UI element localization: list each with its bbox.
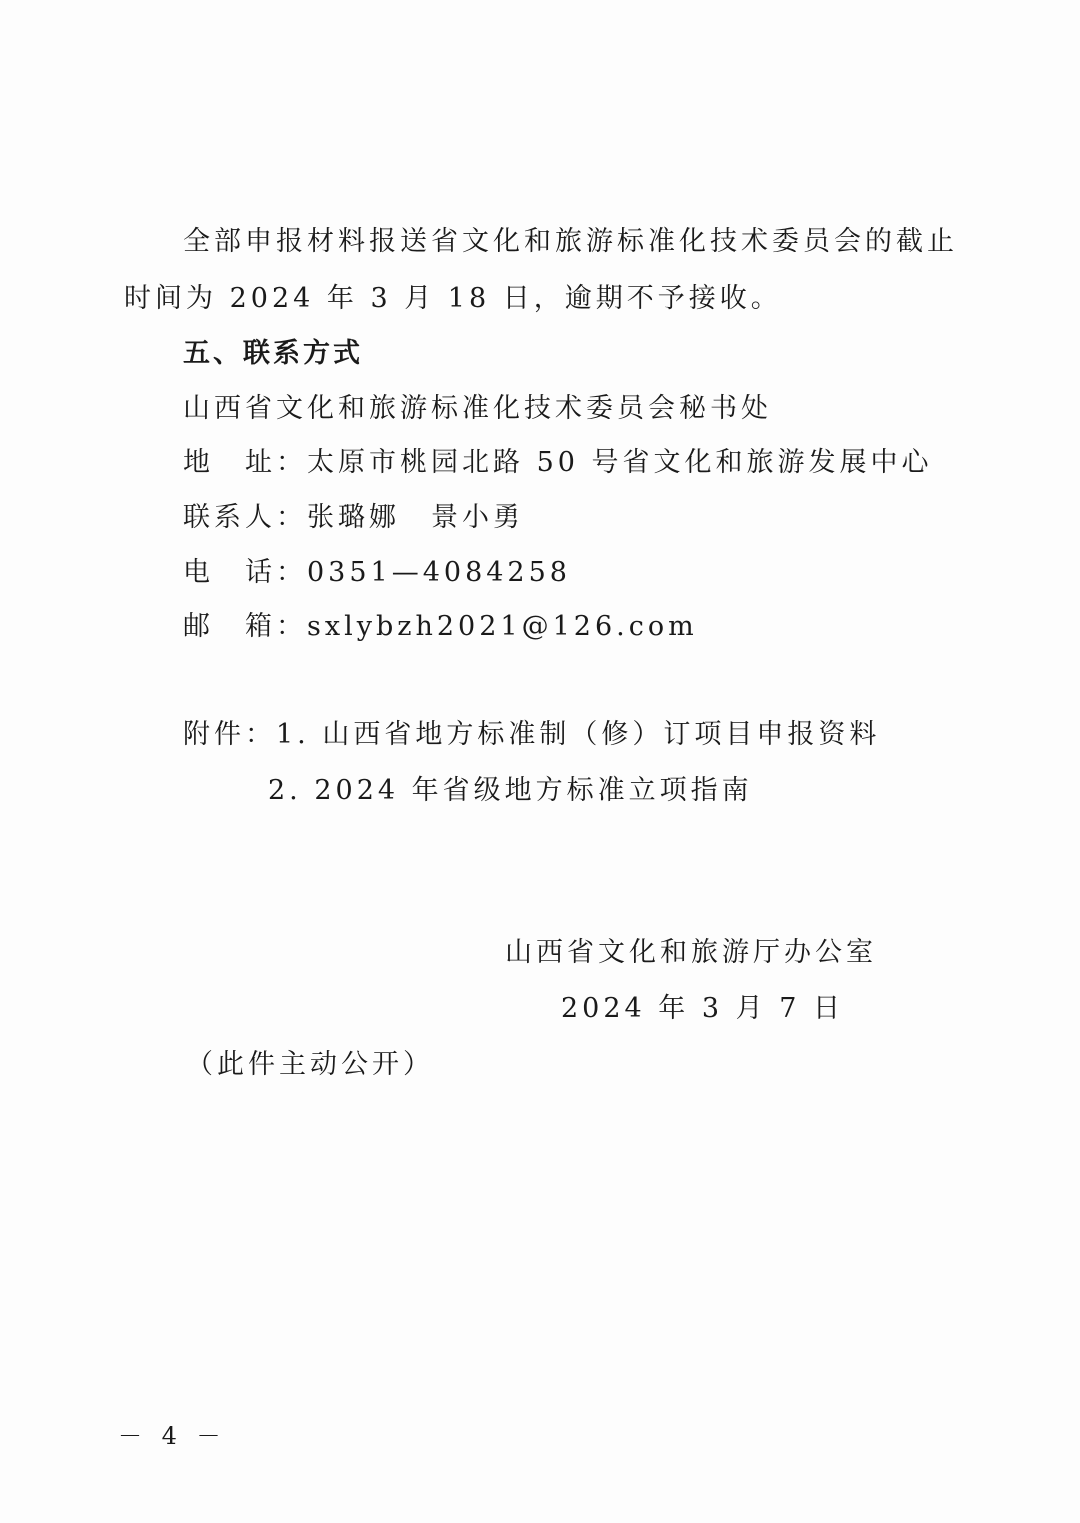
section-heading-contact: 五、联系方式 [183, 338, 363, 369]
phone-value: 0351—4084258 [307, 557, 571, 588]
address-value: 太原市桃园北路 50 号省文化和旅游发展中心 [307, 447, 933, 478]
disclosure-note: （此件主动公开） [186, 1049, 434, 1080]
issue-date: 2024 年 3 月 7 日 [561, 993, 844, 1024]
contact-person-row [183, 500, 524, 536]
attachment-item-2: 2. 2024 年省级地方标准立项指南 [268, 775, 753, 806]
email-value: sxlybzh2021@126.com [307, 611, 698, 642]
paragraph-line-2: 时间为 2024 年 3 月 18 日，逾期不予接收。 [124, 283, 782, 314]
address-label: 地 址： [183, 447, 307, 478]
page-number: － 4 － [118, 1422, 227, 1450]
phone-row [183, 555, 571, 591]
issuer-signature: 山西省文化和旅游厅办公室 [505, 937, 877, 968]
paragraph-line-1: 全部申报材料报送省文化和旅游标准化技术委员会的截止 [183, 226, 958, 257]
attachment-item-1: 1. 山西省地方标准制（修）订项目申报资料 [276, 719, 881, 750]
email-row [183, 609, 698, 645]
contact-person-label: 联系人： [183, 502, 307, 533]
contact-person-value: 张璐娜 景小勇 [307, 502, 524, 533]
attachment-row-1 [183, 717, 880, 753]
email-label: 邮 箱： [183, 611, 307, 642]
phone-label: 电 话： [183, 557, 307, 588]
attachment-label: 附件： [183, 719, 276, 750]
contact-organization: 山西省文化和旅游标准化技术委员会秘书处 [183, 393, 772, 424]
address-row [183, 445, 933, 481]
